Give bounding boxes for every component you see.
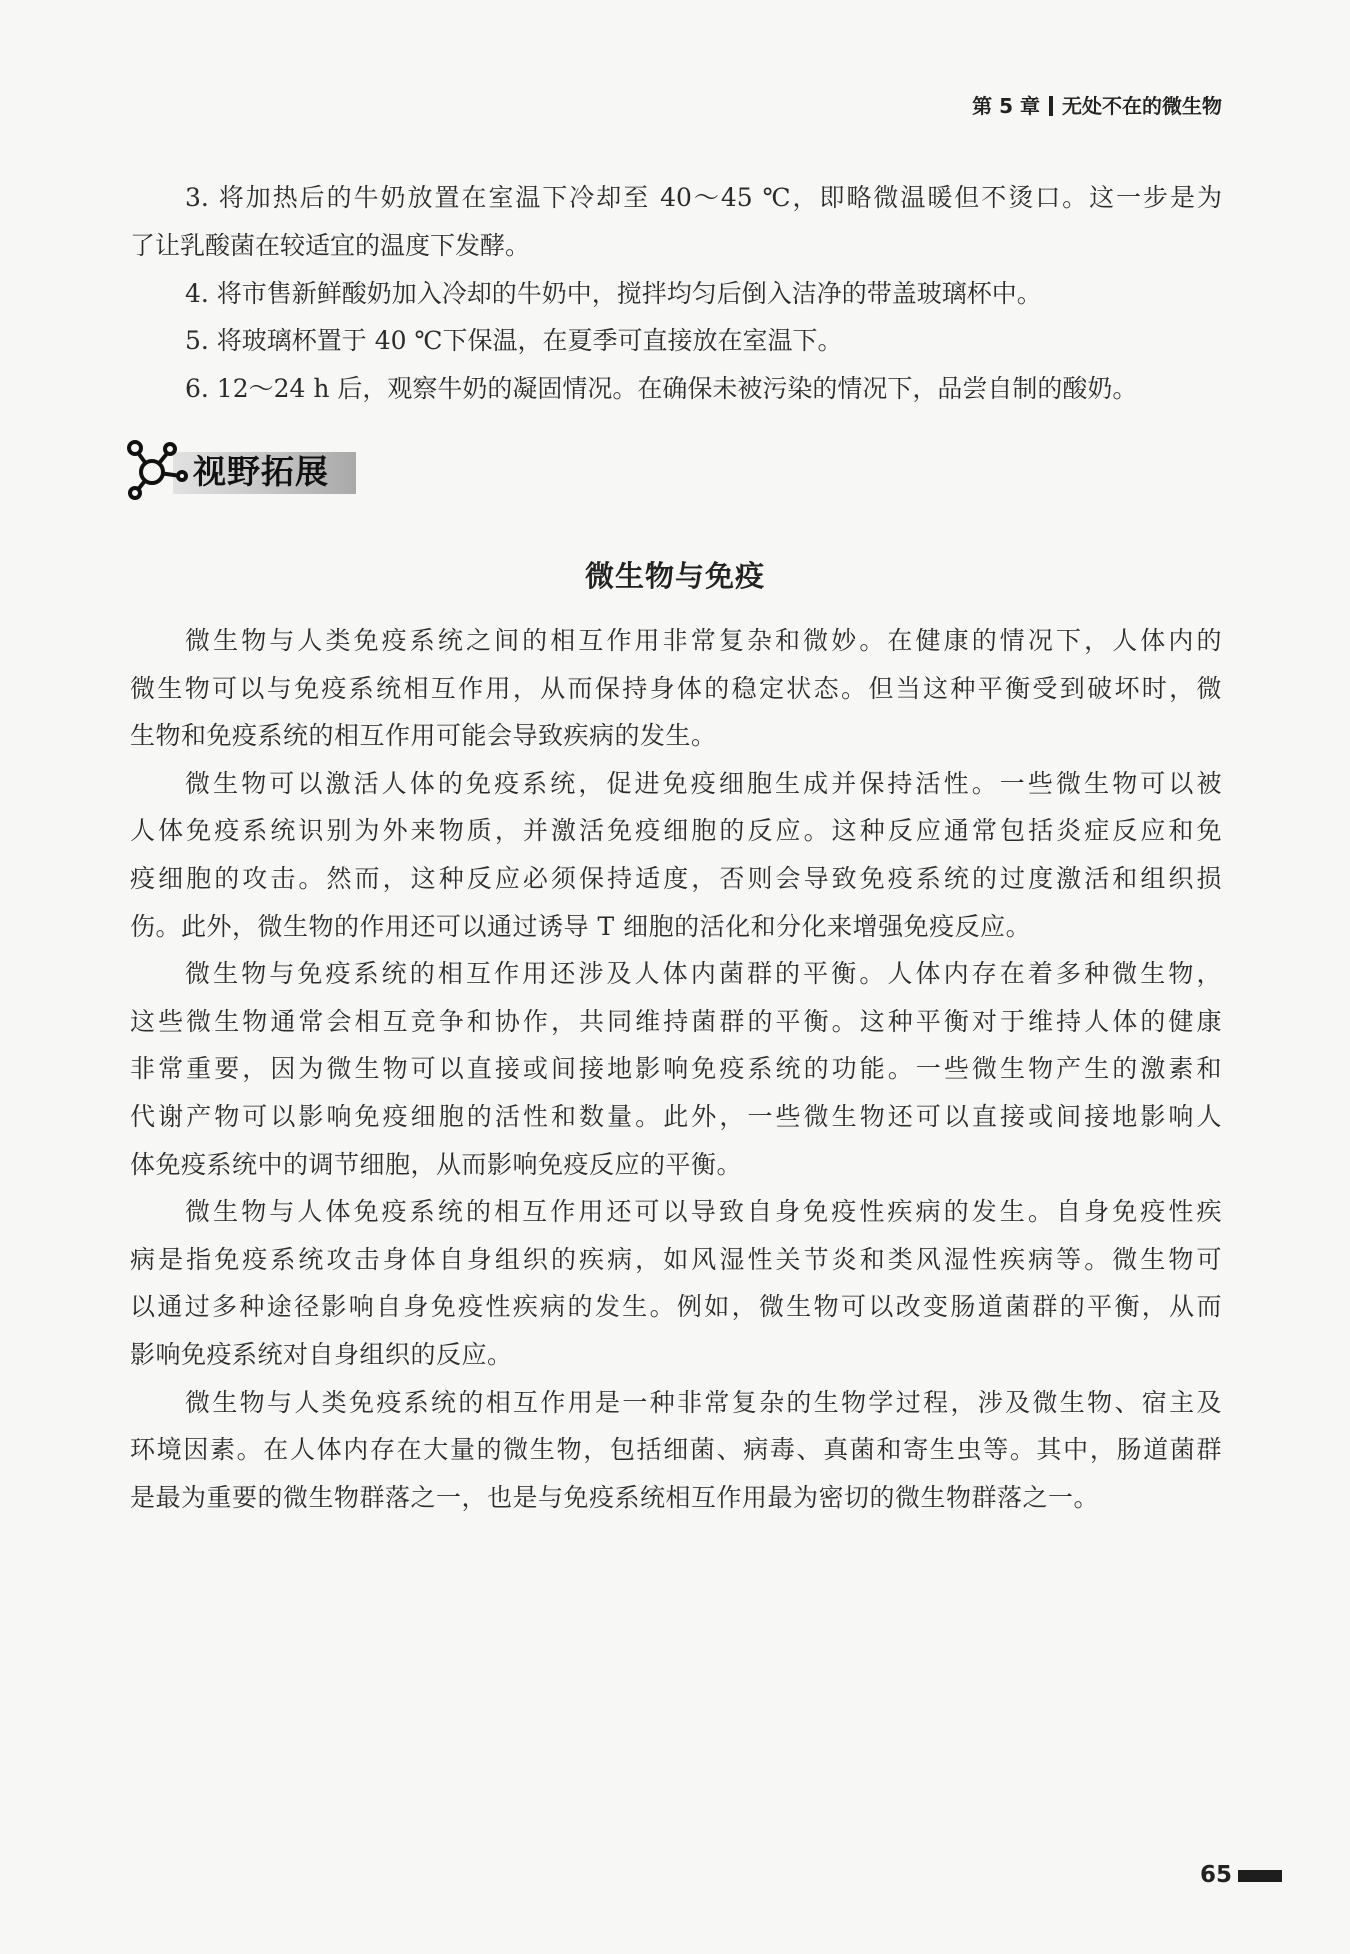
procedure-steps — [130, 174, 1222, 413]
paragraph-line: 病是指免疫系统攻击身体自身组织的疾病，如风湿性关节炎和类风湿性疾病等。微生物可 — [130, 1244, 1222, 1274]
paragraph-line: 微生物与人类免疫系统之间的相互作用非常复杂和微妙。在健康的情况下，人体内的 — [185, 626, 1222, 655]
section-badge-label: 视野拓展 — [193, 452, 329, 491]
chapter-title: 无处不在的微生物 — [1062, 94, 1222, 118]
paragraph-line: 影响免疫系统对自身组织的反应。 — [130, 1339, 513, 1369]
paragraph-line: 微生物可以与免疫系统相互作用，从而保持身体的稳定状态。但当这种平衡受到破坏时，微 — [130, 673, 1222, 703]
paragraph-line: 人体免疫系统识别为外来物质，并激活免疫细胞的反应。这种反应通常包括炎症反应和免 — [130, 816, 1222, 846]
paragraph — [130, 617, 1222, 760]
chapter-number: 第 5 章 — [972, 94, 1040, 118]
paragraph-line: 代谢产物可以影响免疫细胞的活性和数量。此外，一些微生物还可以直接或间接地影响人 — [130, 1101, 1222, 1131]
paragraph-line: 体免疫系统中的调节细胞，从而影响免疫反应的平衡。 — [130, 1149, 743, 1179]
paragraph-line: 微生物与人类免疫系统的相互作用是一种非常复杂的生物学过程，涉及微生物、宿主及 — [185, 1387, 1222, 1417]
article-body — [130, 617, 1222, 1521]
page-number-bar — [1238, 1870, 1282, 1882]
paragraph-line: 以通过多种途径影响自身免疫性疾病的发生。例如，微生物可以改变肠道菌群的平衡，从而 — [130, 1292, 1222, 1322]
section-badge — [125, 438, 360, 500]
article-title: 微生物与免疫 — [584, 559, 765, 593]
paragraph — [130, 950, 1222, 1188]
paragraph-line: 环境因素。在人体内存在大量的微生物，包括细菌、病毒、真菌和寄生虫等。其中，肠道菌群 — [130, 1435, 1222, 1465]
paragraph — [130, 1379, 1222, 1522]
paragraph-line: 生物和免疫系统的相互作用可能会导致疾病的发生。 — [130, 721, 717, 751]
paragraph-line: 非常重要，因为微生物可以直接或间接地影响免疫系统的功能。一些微生物产生的激素和 — [130, 1054, 1222, 1084]
paragraph-line: 微生物与人体免疫系统的相互作用还可以导致自身免疫性疾病的发生。自身免疫性疾 — [185, 1197, 1222, 1227]
paragraph-line: 伤。此外，微生物的作用还可以通过诱导 T 细胞的活化和分化来增强免疫反应。 — [130, 911, 1032, 941]
paragraph-line: 微生物可以激活人体的免疫系统，促进免疫细胞生成并保持活性。一些微生物可以被 — [185, 768, 1222, 798]
paragraph-line: 微生物与免疫系统的相互作用还涉及人体内菌群的平衡。人体内存在着多种微生物， — [185, 959, 1222, 989]
header-divider — [1049, 96, 1053, 116]
running-header — [972, 92, 1222, 120]
paragraph — [130, 760, 1222, 950]
paragraph-line: 这些微生物通常会相互竞争和协作，共同维持菌群的平衡。这种平衡对于维持人体的健康 — [130, 1006, 1222, 1036]
page-number: 65 — [1200, 1862, 1233, 1888]
paragraph-line: 是最为重要的微生物群落之一，也是与免疫系统相互作用最为密切的微生物群落之一。 — [130, 1482, 1100, 1512]
step-line: 4. 将市售新鲜酸奶加入冷却的牛奶中，搅拌均匀后倒入洁净的带盖玻璃杯中。 — [185, 278, 1042, 308]
step-line: 5. 将玻璃杯置于 40 ℃下保温，在夏季可直接放在室温下。 — [185, 326, 843, 356]
step-line: 了让乳酸菌在较适宜的温度下发酵。 — [130, 230, 531, 260]
step-line: 6. 12～24 h 后，观察牛奶的凝固情况。在确保未被污染的情况下，品尝自制的酸奶。 — [185, 374, 1138, 404]
molecule-icon — [125, 438, 191, 500]
step-line: 3. 将加热后的牛奶放置在室温下冷却至 40～45 ℃，即略微温暖但不烫口。这一步是为 — [185, 183, 1222, 212]
paragraph — [130, 1188, 1222, 1378]
paragraph-line: 疫细胞的攻击。然而，这种反应必须保持适度，否则会导致免疫系统的过度激活和组织损 — [130, 863, 1222, 893]
